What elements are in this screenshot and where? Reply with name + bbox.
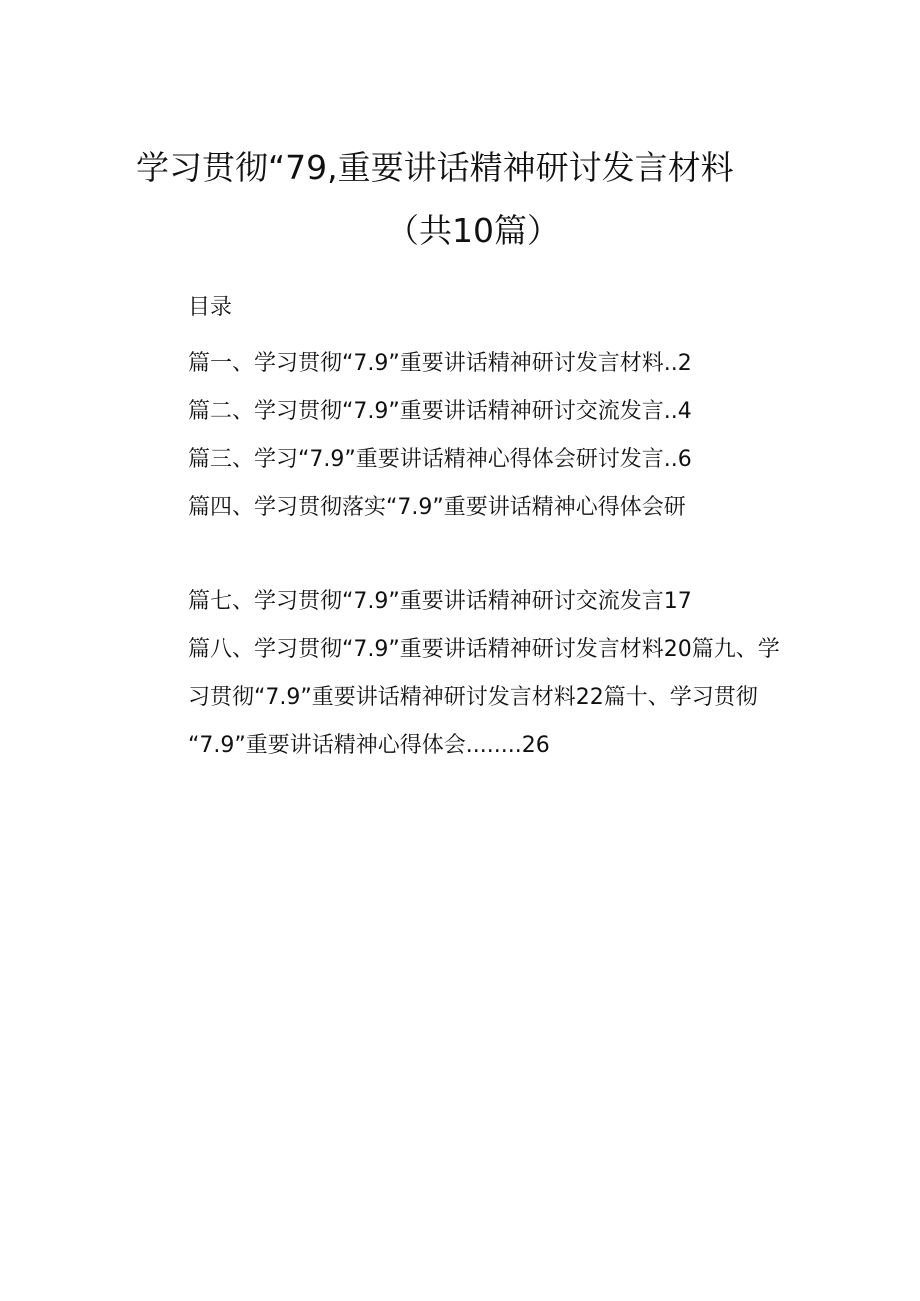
toc-item: 篇三、学习“7.9”重要讲话精神心得体会研讨发言..6	[188, 447, 692, 472]
toc-item: 篇一、学习贯彻“7.9”重要讲话精神研讨发言材料..2	[188, 351, 692, 376]
toc-line: “7.9”重要讲话精神心得体会........26	[188, 733, 550, 758]
document-title: 学习贯彻“79,重要讲话精神研讨发言材料	[136, 148, 734, 187]
toc-line: 篇七、学习贯彻“7.9”重要讲话精神研讨交流发言17	[188, 589, 692, 614]
toc-item: 篇二、学习贯彻“7.9”重要讲话精神研讨交流发言..4	[188, 399, 692, 424]
toc-heading: 目录	[188, 295, 233, 320]
toc-continued	[188, 578, 798, 770]
document-subtitle: （共10篇）	[386, 211, 560, 250]
toc-line: 篇八、学习贯彻“7.9”重要讲话精神研讨发言材料20篇九、学	[188, 637, 780, 662]
toc-line: 习贯彻“7.9”重要讲话精神研讨发言材料22篇十、学习贯彻	[188, 685, 758, 710]
toc-item: 篇四、学习贯彻落实“7.9”重要讲话精神心得体会研	[188, 495, 686, 520]
table-of-contents	[188, 340, 808, 532]
